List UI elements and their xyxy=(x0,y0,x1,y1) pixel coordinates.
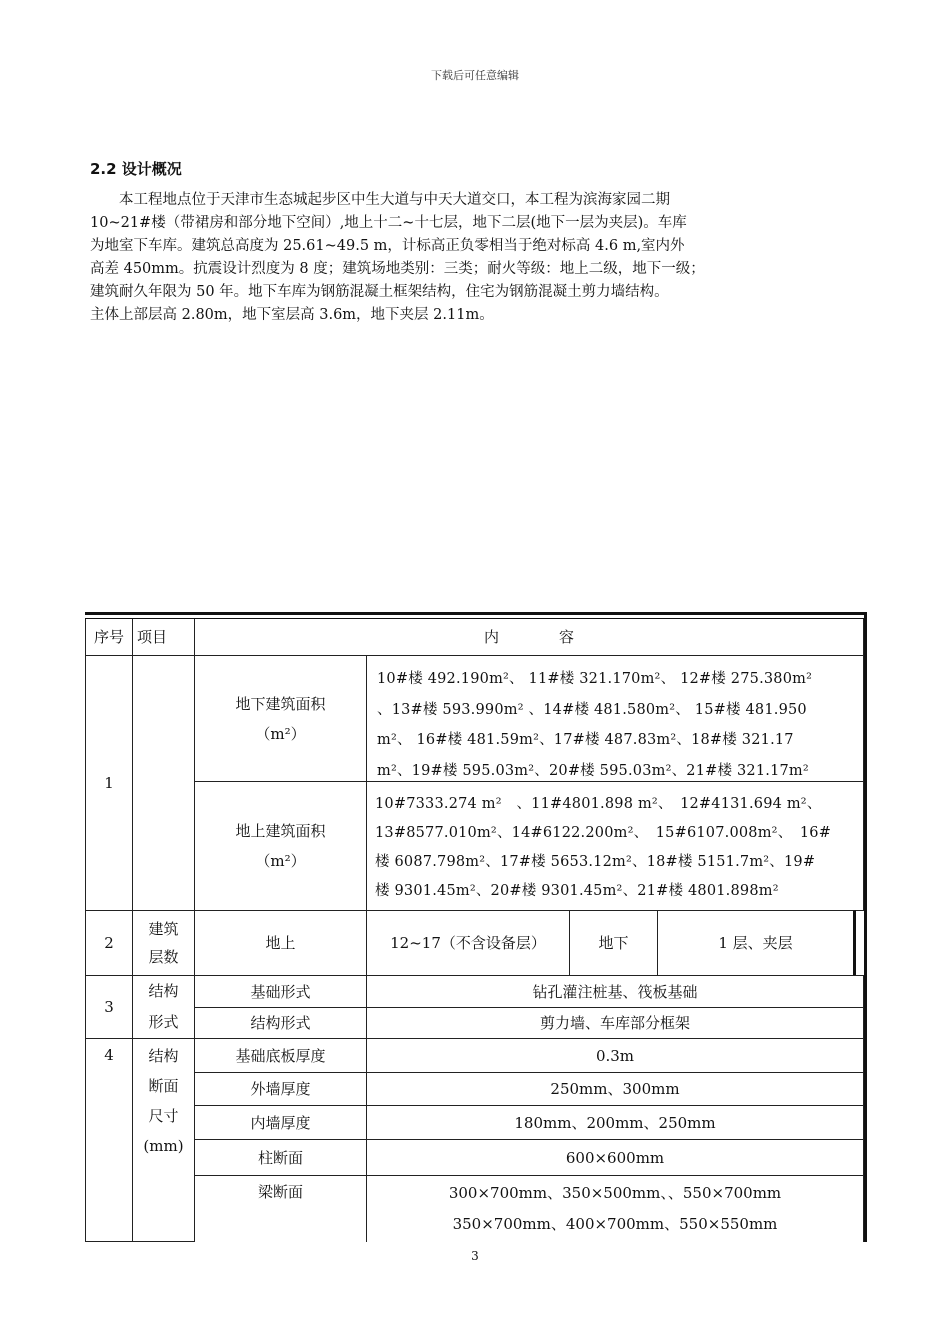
underground-area-unit: （m²） xyxy=(255,724,306,743)
header-content: 内 容 xyxy=(194,618,864,656)
beam-line: 300×700mm、350×500mm、、550×700mm xyxy=(448,1184,782,1202)
aboveground-area-unit: （m²） xyxy=(255,852,306,870)
header-note: 下载后可任意编辑 xyxy=(431,69,519,82)
underground-line: m²、 16#楼 481.59m²、17#楼 487.83m²、18#楼 321.17 xyxy=(377,732,794,748)
table-top-inner-border xyxy=(85,618,866,619)
intro-line: 建筑耐久年限为 50 年。地下车库为钢筋混凝土框架结构，住宅为钢筋混凝土剪力墙结构。 xyxy=(90,284,669,300)
floors-above-value: 12~17（不含设备层） xyxy=(366,910,570,976)
foundation-type-label: 基础形式 xyxy=(194,975,367,1008)
underground-line: 10#楼 492.190m²、 11#楼 321.170m²、 12#楼 275.380m² xyxy=(377,671,813,687)
row4-item xyxy=(132,1038,195,1242)
row2-item-line: 建筑 xyxy=(148,920,179,938)
intro-line: 10~21#楼（带裙房和部分地下空间）,地上十二~十七层，地下二层(地下一层为夹层)。车库 xyxy=(90,215,687,231)
slab-thickness-value: 0.3m xyxy=(366,1038,864,1073)
outer-wall-value: 250mm、300mm xyxy=(366,1072,864,1106)
row2-no: 2 xyxy=(85,910,133,976)
row3-item xyxy=(132,975,195,1039)
row2-item-line: 层数 xyxy=(148,948,179,966)
underground-line: m²、19#楼 595.03m²、20#楼 595.03m²、21#楼 321.17m² xyxy=(377,762,809,779)
slab-thickness-label: 基础底板厚度 xyxy=(194,1038,367,1073)
intro-line: 高差 450mm。抗震设计烈度为 8 度；建筑场地类别：三类；耐火等级：地上二级，地下一级； xyxy=(90,261,705,277)
aboveground-line: 楼 9301.45m²、20#楼 9301.45m²、21#楼 4801.898m² xyxy=(375,883,779,899)
aboveground-line: 13#8577.010m²、14#6122.200m²、 15#6107.008m²、 16# xyxy=(375,825,832,841)
intro-line: 主体上部层高 2.80m，地下室层高 3.6m，地下夹层 2.11m。 xyxy=(90,307,494,323)
table-top-border xyxy=(85,612,866,615)
aboveground-line: 10#7333.274 m² 、11#4801.898 m²、 12#4131.694 m²、 xyxy=(375,796,822,812)
row4-item-line: 断面 xyxy=(148,1077,179,1095)
underground-area-label xyxy=(194,655,367,782)
row2-item xyxy=(132,910,195,976)
header-item: 项目 xyxy=(132,618,195,656)
page-number: 3 xyxy=(471,1249,479,1263)
intro-paragraph xyxy=(90,189,870,327)
intro-line: 本工程地点位于天津市生态城起步区中生大道与中天大道交口，本工程为滨海家园二期 xyxy=(119,192,670,208)
inner-wall-value: 180mm、200mm、250mm xyxy=(366,1105,864,1140)
aboveground-area-values xyxy=(366,781,864,911)
aboveground-area-title: 地上建筑面积 xyxy=(235,822,326,840)
row4-item-line: 结构 xyxy=(148,1047,179,1065)
aboveground-area-label xyxy=(194,781,367,911)
intro-line: 为地室下车库。建筑总高度为 25.61~49.5 m，计标高正负零相当于绝对标高 4.6 m,室内外 xyxy=(90,238,685,254)
structure-type-value: 剪力墙、车库部分框架 xyxy=(366,1007,864,1039)
row3-item-line: 结构 xyxy=(148,982,179,1000)
inner-wall-label: 内墙厚度 xyxy=(194,1105,367,1140)
column-section-label: 柱断面 xyxy=(194,1139,367,1176)
underground-area-values xyxy=(366,655,864,782)
beam-section-value xyxy=(366,1175,864,1242)
floors-below-label: 地下 xyxy=(569,910,658,976)
design-overview-table xyxy=(85,612,868,1242)
row1-no: 1 xyxy=(85,655,133,911)
aboveground-line: 楼 6087.798m²、17#楼 5653.12m²、18#楼 5151.7m²、19# xyxy=(375,854,816,870)
row1-item xyxy=(132,655,195,911)
row4-no: 4 xyxy=(85,1038,133,1242)
header-no: 序号 xyxy=(85,618,133,656)
table-right-border xyxy=(864,612,867,1242)
structure-type-label: 结构形式 xyxy=(194,1007,367,1039)
section-title: 2.2 设计概况 xyxy=(90,160,182,178)
outer-wall-label: 外墙厚度 xyxy=(194,1072,367,1106)
row3-item-line: 形式 xyxy=(148,1013,179,1031)
column-section-value: 600×600mm xyxy=(366,1139,864,1176)
row4-item-line: (mm) xyxy=(143,1137,184,1155)
underground-area-title: 地下建筑面积 xyxy=(235,694,326,713)
beam-section-label: 梁断面 xyxy=(194,1175,367,1242)
underground-line: 、13#楼 593.990m² 、14#楼 481.580m²、 15#楼 481.950 xyxy=(377,701,807,718)
row3-no: 3 xyxy=(85,975,133,1039)
floors-below-value: 1 层、夹层 xyxy=(657,910,856,976)
beam-line: 350×700mm、400×700mm、550×550mm xyxy=(452,1215,778,1233)
row4-item-line: 尺寸 xyxy=(148,1107,179,1125)
floors-above-label: 地上 xyxy=(194,910,367,976)
foundation-type-value: 钻孔灌注桩基、筏板基础 xyxy=(366,975,864,1008)
